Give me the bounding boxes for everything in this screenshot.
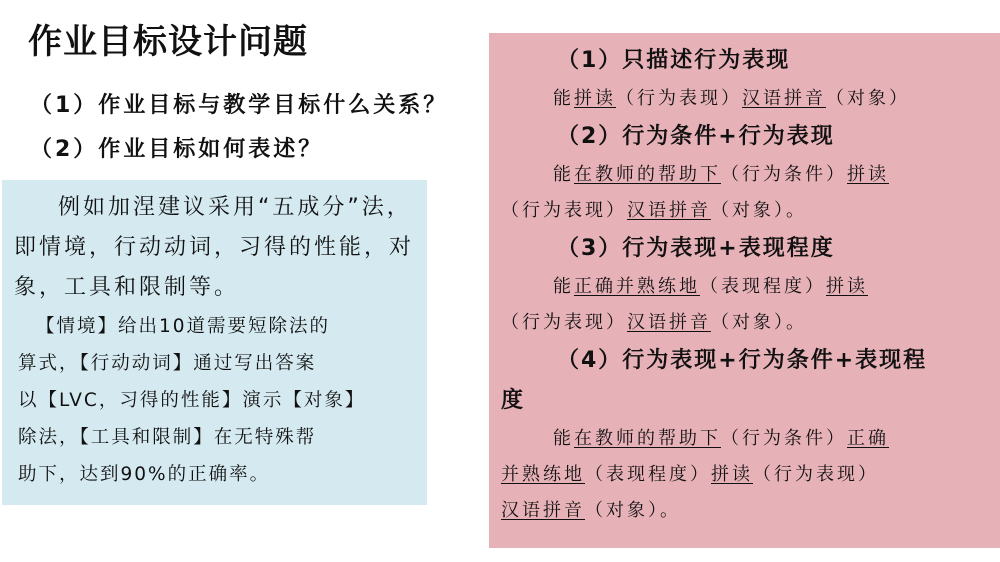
section-1-heading: （1）只描述行为表现	[557, 48, 791, 73]
underlined-term: 拼读	[826, 276, 868, 297]
underlined-term: 在教师的帮助下	[574, 428, 721, 449]
section-2-line-2	[501, 193, 992, 229]
underlined-term: 汉语拼音	[627, 312, 711, 333]
section-3-line-1	[501, 269, 992, 305]
section-3-heading: （3）行为表现+表现程度	[557, 236, 835, 261]
text: （行为条件）	[721, 164, 847, 185]
objective-formats-box	[489, 33, 1000, 548]
text: （表现程度）	[585, 464, 711, 485]
section-4-line-2	[501, 457, 992, 493]
underlined-term: 汉语拼音	[627, 200, 711, 221]
text: （对象）。	[711, 200, 807, 221]
section-4-heading: （4）行为表现+行为条件+表现程	[557, 348, 928, 373]
text: （行为表现）	[501, 200, 627, 221]
question-2: （2）作业目标如何表述？	[30, 137, 324, 162]
section-1-line-1	[501, 81, 992, 117]
text: （对象）	[826, 88, 910, 109]
example-line: 算式，【行动动词】通过写出答案	[18, 353, 317, 374]
underlined-term: 正确并熟练地	[574, 276, 700, 297]
text: （表现程度）	[700, 276, 826, 297]
gagne-example-box	[2, 180, 427, 505]
text: （行为表现）	[753, 464, 879, 485]
underlined-term: 汉语拼音	[742, 88, 826, 109]
text: 能	[553, 428, 574, 449]
section-4-line-3	[501, 493, 992, 529]
text: （行为表现）	[616, 88, 742, 109]
example-line: 除法，【工具和限制】在无特殊帮	[18, 427, 317, 448]
example-line: 助下，达到90%的正确率。	[18, 464, 271, 485]
text: 能	[553, 276, 574, 297]
example-detail	[14, 308, 417, 493]
text: 能	[553, 164, 574, 185]
section-3-line-2	[501, 305, 992, 341]
gagne-intro-text: 例如加涅建议采用“五成分”法，即情境，行动动词，习得的性能，对象，工具和限制等。	[14, 195, 415, 300]
question-1: （1）作业目标与教学目标什么关系？	[30, 93, 449, 118]
underlined-term: 正确	[847, 428, 889, 449]
section-4-heading-cont: 度	[501, 388, 526, 413]
underlined-term: 并熟练地	[501, 464, 585, 485]
text: （行为条件）	[721, 428, 847, 449]
slide-title: 作业目标设计问题	[28, 22, 308, 62]
underlined-term: 拼读	[711, 464, 753, 485]
underlined-term: 在教师的帮助下	[574, 164, 721, 185]
text: 能	[553, 88, 574, 109]
underlined-term: 拼读	[574, 88, 616, 109]
text: （对象）。	[711, 312, 807, 333]
section-2-line-1	[501, 157, 992, 193]
section-4-line-1	[501, 421, 992, 457]
section-2-heading: （2）行为条件+行为表现	[557, 124, 835, 149]
underlined-term: 汉语拼音	[501, 500, 585, 521]
example-line: 以【LVC，习得的性能】演示【对象】	[18, 390, 366, 411]
example-line: 【情境】给出10道需要短除法的	[36, 316, 331, 337]
text: （行为表现）	[501, 312, 627, 333]
text: （对象）。	[585, 500, 681, 521]
underlined-term: 拼读	[847, 164, 889, 185]
